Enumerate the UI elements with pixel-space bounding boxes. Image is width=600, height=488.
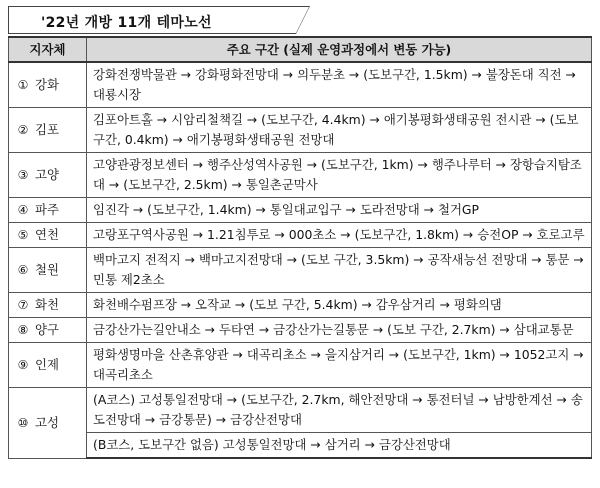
region-cell [9, 153, 87, 198]
region-cell [9, 388, 87, 459]
row-number: ⑤ [17, 228, 29, 242]
region-name: 고양 [35, 167, 59, 182]
row-number: ⑥ [17, 263, 29, 277]
region-name: 인제 [35, 357, 59, 372]
row-number: ③ [17, 168, 29, 182]
table-row [9, 433, 592, 459]
region-name: 화천 [35, 297, 59, 312]
region-name: 김포 [35, 122, 59, 137]
row-number: ⑩ [17, 415, 29, 430]
route-cell: (B코스, 도보구간 없음) 고성통일전망대 → 삼거리 → 금강산전망대 [87, 433, 592, 459]
region-cell [9, 343, 87, 388]
table-row [9, 293, 592, 318]
route-cell: 고랑포구역사공원 → 1.21침투로 → 000초소 → (도보구간, 1.8km) → 승전OP → 호로고루 [87, 223, 592, 248]
row-number: ④ [17, 203, 29, 217]
region-cell [9, 293, 87, 318]
header-region: 지자체 [9, 37, 87, 62]
table-row [9, 388, 592, 433]
table-row [9, 248, 592, 293]
row-number: ① [17, 78, 29, 92]
region-name: 강화 [35, 77, 59, 92]
region-cell [9, 108, 87, 153]
region-cell [9, 248, 87, 293]
route-cell: 강화전쟁박물관 → 강화평화전망대 → 의두분초 → (도보구간, 1.5km) → 불장돈대 직전 → 대룡시장 [87, 62, 592, 108]
table-row [9, 318, 592, 343]
row-number: ② [17, 123, 29, 137]
table-row [9, 223, 592, 248]
row-number: ⑦ [17, 298, 29, 312]
region-cell [9, 198, 87, 223]
route-cell: 김포아트홀 → 시암리철책길 → (도보구간, 4.4km) → 애기봉평화생태공원 전시관 → (도보구간, 0.4km) → 애기봉평화생태공원 전망대 [87, 108, 592, 153]
region-cell [9, 223, 87, 248]
header-route: 주요 구간 (실제 운영과정에서 변동 가능) [87, 37, 592, 62]
table-row [9, 153, 592, 198]
table-row [9, 198, 592, 223]
route-cell: 임진각 → (도보구간, 1.4km) → 통일대교입구 → 도라전망대 → 철거GP [87, 198, 592, 223]
route-table [8, 36, 592, 459]
row-number: ⑧ [17, 323, 29, 337]
region-cell [9, 62, 87, 108]
route-cell: (A코스) 고성통일전망대 → (도보구간, 2.7km, 해안전망대 → 통전터널 → 남방한계선 → 송도전망대 → 금강통문) → 금강산전망대 [87, 388, 592, 433]
route-cell: 평화생명마을 산촌휴양관 → 대곡리초소 → 을지삼거리 → (도보구간, 1km) → 1052고지 → 대곡리초소 [87, 343, 592, 388]
route-cell: 금강산가는길안내소 → 두타연 → 금강산가는길통문 → (도보 구간, 2.7km) → 삼대교통문 [87, 318, 592, 343]
region-cell [9, 318, 87, 343]
table-row [9, 343, 592, 388]
region-name: 고성 [35, 414, 59, 430]
route-cell: 고양관광정보센터 → 행주산성역사공원 → (도보구간, 1km) → 행주나루터 → 장항습지탐조대 → (도보구간, 2.5km) → 통일촌군막사 [87, 153, 592, 198]
region-name: 파주 [35, 202, 59, 217]
route-cell: 백마고지 전적지 → 백마고지전망대 → (도보 구간, 3.5km) → 공작새능선 전망대 → 통문 → 민통 제2초소 [87, 248, 592, 293]
page-title: '22년 개방 11개 테마노선 [41, 15, 212, 31]
title-box [8, 6, 296, 34]
region-name: 연천 [35, 227, 59, 242]
table-row [9, 108, 592, 153]
row-number: ⑨ [17, 358, 29, 372]
region-name: 양구 [35, 322, 59, 337]
region-name: 철원 [35, 262, 59, 277]
route-cell: 화천배수펌프장 → 오작교 → (도보 구간, 5.4km) → 감우삼거리 → 평화의댐 [87, 293, 592, 318]
table-header-row [9, 37, 592, 62]
table-row [9, 62, 592, 108]
